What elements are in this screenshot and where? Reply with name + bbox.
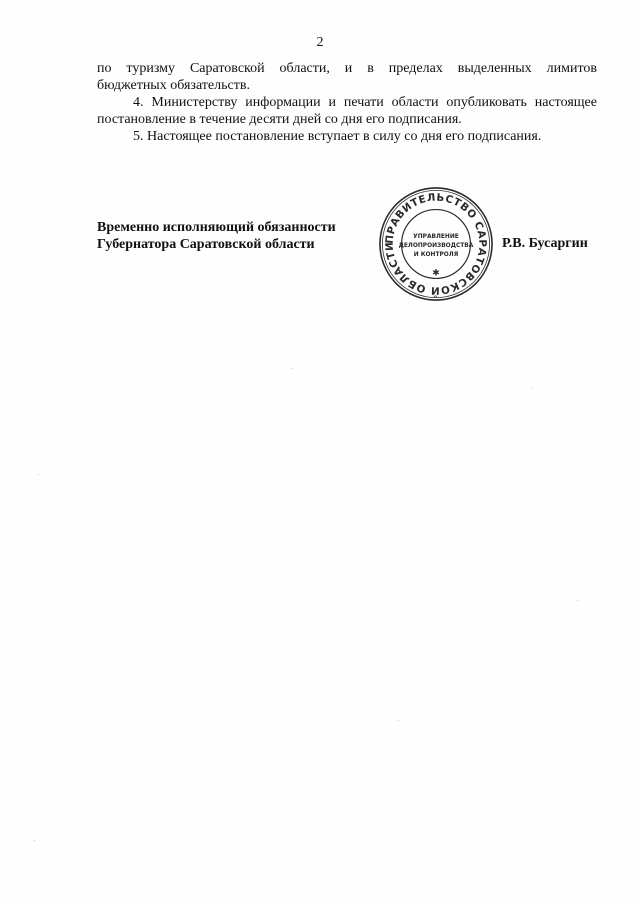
paragraph-item-5: 5. Настоящее постановление вступает в силу со дня его подписания. bbox=[133, 129, 542, 144]
page-number: 2 bbox=[316, 35, 324, 50]
signatory-position-line-2: Губернатора Саратовской области bbox=[97, 237, 315, 252]
document-body bbox=[97, 60, 597, 145]
signatory-position bbox=[97, 219, 336, 253]
scan-speck bbox=[532, 387, 533, 388]
scan-speck bbox=[577, 600, 578, 601]
scan-speck bbox=[291, 368, 292, 369]
continuation-line-1: по туризму Саратовской области, и в пределах выделенных лимитов bbox=[97, 61, 597, 76]
seal-star-icon: ✱ bbox=[432, 268, 440, 279]
signatory-name: Р.В. Бусаргин bbox=[502, 236, 588, 251]
scan-speck bbox=[38, 474, 39, 475]
scan-speck bbox=[34, 840, 35, 841]
seal-ring-text: ПРАВИТЕЛЬСТВО САРАТОВСКОЙ ОБЛАСТИ bbox=[383, 191, 489, 297]
scan-speck bbox=[398, 720, 399, 721]
paragraph-item-4: 4. Министерству информации и печати области опубликовать настоящее постановление в течение десяти дней со дня его подписания. bbox=[97, 95, 597, 127]
signatory-position-line-1: Временно исполняющий обязанности bbox=[97, 220, 336, 235]
seal-center-line-3: И КОНТРОЛЯ bbox=[413, 251, 459, 258]
official-seal bbox=[377, 185, 495, 303]
seal-center-line-1: УПРАВЛЕНИЕ bbox=[413, 234, 459, 241]
seal-center-line-2: ДЕЛОПРОИЗВОДСТВА bbox=[398, 242, 474, 249]
seal-graphic bbox=[377, 185, 495, 303]
continuation-line-2: бюджетных обязательств. bbox=[97, 78, 250, 93]
